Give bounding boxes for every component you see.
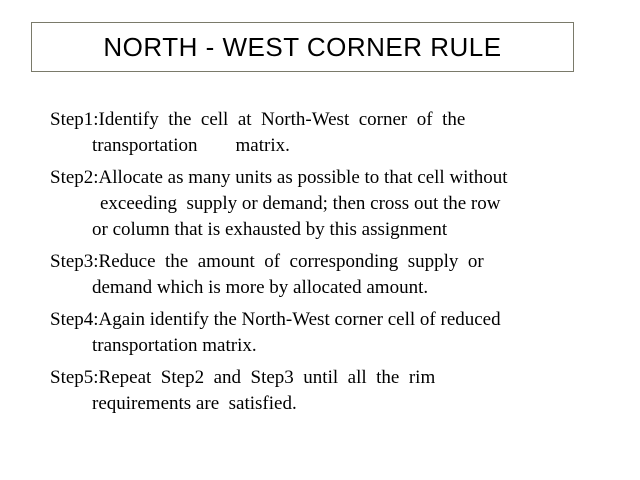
step-2-line-2: exceeding supply or demand; then cross out the row xyxy=(100,193,501,214)
step-2-line-1: Step2:Allocate as many units as possible to that cell without xyxy=(50,167,508,188)
step-4-line-2: transportation matrix. xyxy=(92,335,257,356)
step-5-line-2: requirements are satisfied. xyxy=(92,393,297,414)
step-1-line-1: Step1:Identify the cell at North-West corner of the xyxy=(50,109,466,130)
step-3-line-1: Step3:Reduce the amount of corresponding supply or xyxy=(50,251,484,272)
step-2-line-3: or column that is exhausted by this assignment xyxy=(92,219,448,240)
step-1-line-2: transportation matrix. xyxy=(92,135,290,156)
slide-title: NORTH - WEST CORNER RULE xyxy=(103,31,502,62)
title-box xyxy=(31,22,574,72)
steps-list xyxy=(50,107,590,423)
step-3-line-2: demand which is more by allocated amount. xyxy=(92,277,429,298)
step-2 xyxy=(50,165,590,243)
step-4 xyxy=(50,307,590,359)
step-5 xyxy=(50,365,590,417)
step-4-line-1: Step4:Again identify the North-West corner cell of reduced xyxy=(50,309,501,330)
step-1 xyxy=(50,107,590,159)
step-3 xyxy=(50,249,590,301)
step-5-line-1: Step5:Repeat Step2 and Step3 until all the rim xyxy=(50,367,436,388)
